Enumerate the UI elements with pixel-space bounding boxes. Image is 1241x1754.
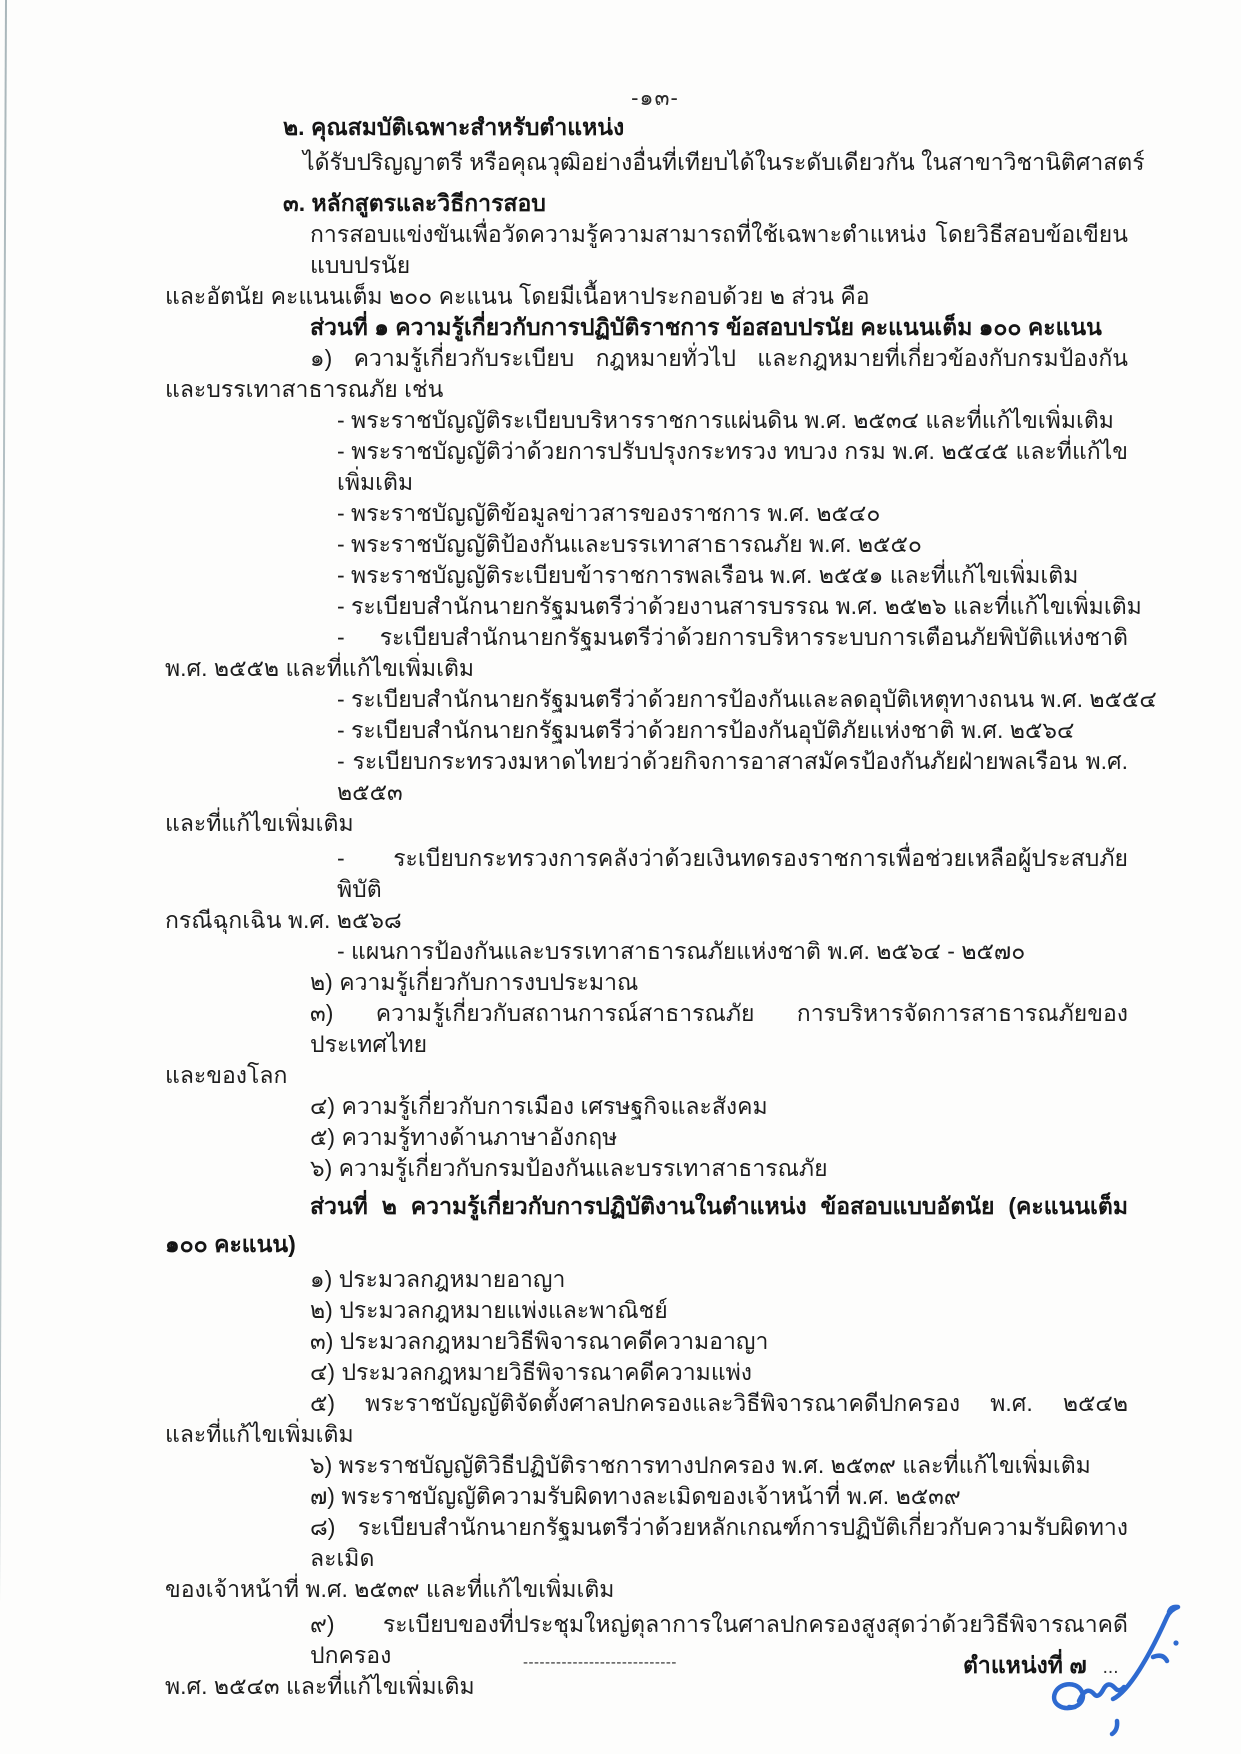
text-line: - แผนการป้องกันและบรรเทาสาธารณภัยแห่งชาติ พ.ศ. ๒๕๖๔ - ๒๕๗๐: [337, 938, 1026, 964]
text-line: การสอบแข่งขันเพื่อวัดความรู้ความสามารถที่ใช้เฉพาะตำแหน่ง โดยวิธีสอบข้อเขียนแบบปรนัย: [310, 221, 1128, 278]
text-line: ๖) พระราชบัญญัติวิธีปฏิบัติราชการทางปกครอง พ.ศ. ๒๕๓๙ และที่แก้ไขเพิ่มเติม: [310, 1452, 1091, 1478]
text-line: และที่แก้ไขเพิ่มเติม: [165, 810, 354, 836]
text-line: ๕) พระราชบัญญัติจัดตั้งศาลปกครองและวิธีพิจารณาคดีปกครอง พ.ศ. ๒๕๔๒: [310, 1390, 1128, 1416]
text-line: กรณีฉุกเฉิน พ.ศ. ๒๕๖๘: [165, 907, 402, 933]
text-line: และของโลก: [165, 1062, 288, 1088]
text-line: - พระราชบัญญัติข้อมูลข่าวสารของราชการ พ.ศ. ๒๕๔๐: [337, 500, 881, 526]
text-line: - พระราชบัญญัติระเบียบข้าราชการพลเรือน พ.ศ. ๒๕๕๑ และที่แก้ไขเพิ่มเติม: [337, 562, 1079, 588]
text-line: ส่วนที่ ๑ ความรู้เกี่ยวกับการปฏิบัติราชการ ข้อสอบปรนัย คะแนนเต็ม ๑๐๐ คะแนน: [310, 314, 1102, 340]
text-line: - ระเบียบสำนักนายกรัฐมนตรีว่าด้วยงานสารบรรณ พ.ศ. ๒๕๒๖ และที่แก้ไขเพิ่มเติม: [337, 593, 1142, 619]
text-line: ๒) ประมวลกฎหมายแพ่งและพาณิชย์: [310, 1297, 668, 1323]
text-line: ๙) ระเบียบของที่ประชุมใหญ่ตุลาการในศาลปกครองสูงสุดว่าด้วยวิธีพิจารณาคดีปกครอง: [310, 1611, 1128, 1668]
text-line: ๒. คุณสมบัติเฉพาะสำหรับตำแหน่ง: [283, 114, 625, 140]
text-line: ๔) ประมวลกฎหมายวิธีพิจารณาคดีความแพ่ง: [310, 1359, 753, 1385]
text-line: และอัตนัย คะแนนเต็ม ๒๐๐ คะแนน โดยมีเนื้อหาประกอบด้วย ๒ ส่วน คือ: [165, 283, 870, 309]
scan-edge-artifact: [0, 0, 7, 1705]
text-line: ๘) ระเบียบสำนักนายกรัฐมนตรีว่าด้วยหลักเกณฑ์การปฏิบัติเกี่ยวกับความรับผิดทางละเมิด: [310, 1514, 1128, 1571]
text-line: ๔) ความรู้เกี่ยวกับการเมือง เศรษฐกิจและสังคม: [310, 1093, 768, 1119]
text-line: ๓) ความรู้เกี่ยวกับสถานการณ์สาธารณภัย การบริหารจัดการสาธารณภัยของประเทศไทย: [310, 1000, 1128, 1057]
text-line: - ระเบียบกระทรวงมหาดไทยว่าด้วยกิจการอาสาสมัครป้องกันภัยฝ่ายพลเรือน พ.ศ. ๒๕๕๓: [337, 748, 1128, 805]
signature: [1045, 1595, 1205, 1750]
text-line: ๒) ความรู้เกี่ยวกับการงบประมาณ: [310, 969, 639, 995]
page-number: -๑๓-: [631, 85, 679, 110]
text-line: ได้รับปริญญาตรี หรือคุณวุฒิอย่างอื่นที่เทียบได้ในระดับเดียวกัน ในสาขาวิชานิติศาสตร์: [303, 149, 1145, 175]
text-line: - พระราชบัญญัติป้องกันและบรรเทาสาธารณภัย พ.ศ. ๒๕๕๐: [337, 531, 922, 557]
text-line: ๖) ความรู้เกี่ยวกับกรมป้องกันและบรรเทาสาธารณภัย: [310, 1155, 828, 1181]
footer-divider: ----------------------------: [523, 1654, 677, 1671]
text-line: - พระราชบัญญัติว่าด้วยการปรับปรุงกระทรวง ทบวง กรม พ.ศ. ๒๕๔๕ และที่แก้ไขเพิ่มเติม: [337, 438, 1128, 495]
text-line: ๑๐๐ คะแนน): [165, 1231, 296, 1257]
text-line: ส่วนที่ ๒ ความรู้เกี่ยวกับการปฏิบัติงานในตำแหน่ง ข้อสอบแบบอัตนัย (คะแนนเต็ม: [310, 1193, 1128, 1219]
text-line: และที่แก้ไขเพิ่มเติม: [165, 1421, 354, 1447]
text-line: - ระเบียบกระทรวงการคลังว่าด้วยเงินทดรองราชการเพื่อช่วยเหลือผู้ประสบภัยพิบัติ: [337, 845, 1128, 902]
footer-position-label: ตำแหน่งที่ ๗: [963, 1652, 1087, 1678]
text-line: ๗) พระราชบัญญัติความรับผิดทางละเมิดของเจ้าหน้าที่ พ.ศ. ๒๕๓๙: [310, 1483, 961, 1509]
footer-position-dots: ...: [1102, 1657, 1119, 1678]
text-line: ของเจ้าหน้าที่ พ.ศ. ๒๕๓๙ และที่แก้ไขเพิ่มเติม: [165, 1576, 615, 1602]
text-line: - ระเบียบสำนักนายกรัฐมนตรีว่าด้วยการบริหารระบบการเตือนภัยพิบัติแห่งชาติ: [337, 624, 1128, 650]
text-line: - ระเบียบสำนักนายกรัฐมนตรีว่าด้วยการป้องกันและลดอุบัติเหตุทางถนน พ.ศ. ๒๕๕๔: [337, 686, 1157, 712]
text-line: ๕) ความรู้ทางด้านภาษาอังกฤษ: [310, 1124, 618, 1150]
text-line: - ระเบียบสำนักนายกรัฐมนตรีว่าด้วยการป้องกันอุบัติภัยแห่งชาติ พ.ศ. ๒๕๖๔: [337, 717, 1075, 743]
text-line: และบรรเทาสาธารณภัย เช่น: [165, 376, 444, 402]
text-line: ๑) ประมวลกฎหมายอาญา: [310, 1266, 566, 1292]
text-line: ๑) ความรู้เกี่ยวกับระเบียบ กฎหมายทั่วไป และกฎหมายที่เกี่ยวข้องกับกรมป้องกัน: [310, 345, 1128, 371]
text-line: พ.ศ. ๒๕๔๓ และที่แก้ไขเพิ่มเติม: [165, 1673, 475, 1699]
text-line: ๓. หลักสูตรและวิธีการสอบ: [283, 190, 546, 216]
document-body: [165, 112, 1157, 1702]
text-line: - พระราชบัญญัติระเบียบบริหารราชการแผ่นดิน พ.ศ. ๒๕๓๔ และที่แก้ไขเพิ่มเติม: [337, 407, 1114, 433]
text-line: พ.ศ. ๒๕๕๒ และที่แก้ไขเพิ่มเติม: [165, 655, 475, 681]
text-line: ๓) ประมวลกฎหมายวิธีพิจารณาคดีความอาญา: [310, 1328, 769, 1354]
